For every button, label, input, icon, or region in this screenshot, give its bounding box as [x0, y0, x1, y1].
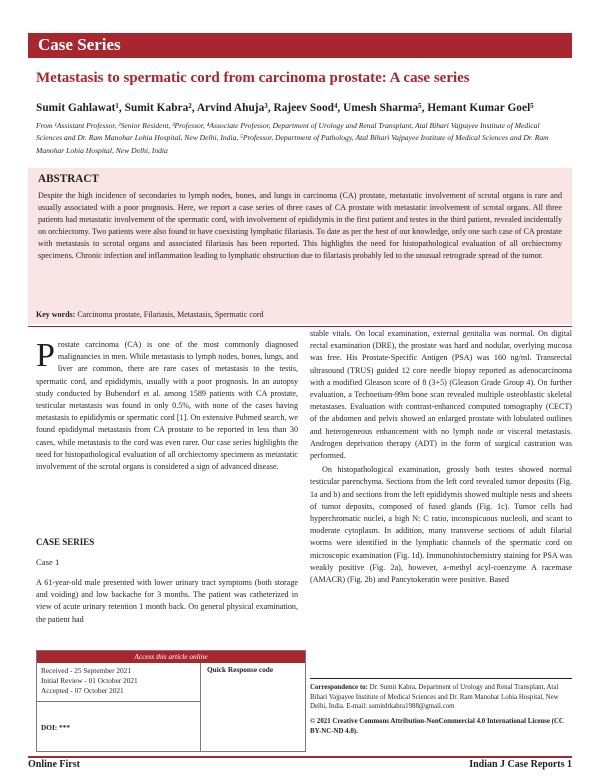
author-list: Sumit Gahlawat¹, Sumit Kabra², Arvind Ahuja³, Rajeev Sood⁴, Umesh Sharma⁵, Hemant Kumar Goel⁵ [36, 102, 534, 114]
footer-journal-page: Indian J Case Reports 1 [469, 759, 572, 770]
abstract-box [28, 168, 572, 324]
right-paragraph-1: stable vitals. On local examination, external genitalia was normal. On digital rectal examination (DRE), the prostate was hard and nodular, overlying mucosa was free. His Prostate-Specific Antigen (PSA) was 160 ng/ml. Transrectal ultrasound (TRUS) guided 12 core needle biopsy reported as adenocarcinoma with a modified Gleason score of 8 (3+5) (Gleason Grade Group 4). On further evaluation, a Technetium-99m bone scan revealed multiple osteoblastic skeletal metastases. Evaluation with contrast-enhanced computed tomography (CECT) of the abdomen and pelvis showed an enlarged prostate with lobulated outlines and heterogeneous enhancement with no lymph node or visceral metastasis. Androgen deprivation therapy (ADT) in the form of surgical castration was performed. [310, 329, 572, 461]
article-type-label: Case Series [38, 35, 121, 54]
article-type-banner [28, 33, 572, 58]
right-column [310, 328, 572, 586]
initial-review-date: Initial Review - 01 October 2021 [41, 676, 138, 685]
correspondence-divider [310, 678, 572, 679]
correspondence [310, 683, 572, 712]
footer-divider [28, 756, 572, 758]
access-heading: Access this article online [37, 651, 305, 663]
footer-online-first: Online First [28, 759, 80, 770]
abstract-text: Despite the high incidence of secondaries to lymph nodes, bones, and lungs in carcinoma (CA) prostate, metastatic involvement of scrotal organs is rare and usually associated with a poor prognosis. Here, we report a case series of three cases of CA prostate with metastatic involvement of scrotal organs. All three patients had metastatic involvement of the spermatic cord, with involvement of epididymis in the first patient and testes in the third patient, revealed incidentally on orchiectomy. Two patients were also found to have coexisting lymphatic filariasis. To date as per the best of our knowledge, only one such case of CA prostate with metastasis to scrotal organs and associated filariasis has been reported. This highlights the need for histopathological evaluation of all orchiectomy specimens. Chronic infection and inflammation leading to lymphatic obstruction due to filariasis probably led to the unusual retrograde spread of the tumor. [38, 191, 562, 261]
case-1-paragraph [36, 577, 298, 626]
correspondence-text: Dr. Sumit Kabra, Department of Urology and Renal Transplant, Atal Bihari Vajpayee Institute of Medical Sciences and Dr. Ram Manohar Lohia Hospital, New Delhi, India. E-mail: sumitdrkabra1988@gmail.com [310, 684, 559, 710]
article-title: Metastasis to spermatic cord from carcinoma prostate: A case series [36, 70, 470, 86]
received-date: Received - 25 September 2021 [41, 666, 131, 675]
case-1-heading: Case 1 [36, 557, 60, 567]
accepted-date: Accepted - 07 October 2021 [41, 686, 124, 695]
drop-cap: P [36, 337, 55, 374]
abstract-divider [28, 326, 572, 327]
abstract-heading: ABSTRACT [38, 173, 99, 185]
dates-divider [37, 701, 200, 702]
keywords [36, 310, 264, 319]
intro-paragraph: rostate carcinoma (CA) is one of the most commonly diagnosed malignancies in men. While metastasis to lymph nodes, bones, lungs, and liver are common, there are rare cases of metastasis to the testis, spermatic cord, and epididymis, usually with a poor prognosis. In an autopsy study conducted by Bubendorf et al. among 1589 patients with CA prostate, testicular metastasis was found in only 0.5%, with none of the cases having metastasis to epididymis or spermatic cord [1]. On extensive Pubmed search, we found epididymal metastasis from CA prostate to be reported in less than 30 cases, while metastasis to the cord was even rarer. Our case series highlights the need for histopathological evaluation of all orchiectomy specimens as metastatic involvement of the scrotal organs is considered a sign of advanced disease. [36, 340, 298, 472]
qr-code-label: Quick Response code [207, 665, 274, 674]
license-notice: © 2021 Creative Commons Attribution-NonCommercial 4.0 International License (CC BY-NC-ND 4.0). [310, 718, 564, 735]
article-dates [37, 663, 201, 751]
author-affiliations: From ¹Assistant Professor, ²Senior Resident, ³Professor, ⁴Associate Professor, Department of Urology and Renal Transplant, Atal Bihari Vajpayee Institute of Medical Sciences and Dr. Ram Manohar Lohia Hospital, New Delhi, India, ⁵Professor, Department of Pathology, Atal Bihari Vajpayee Institute of Medical Sciences and Dr. Ram Manohar Lohia Hospital, New Delhi, India [36, 121, 549, 155]
doi: DOI: *** [41, 723, 70, 732]
section-heading-case-series: CASE SERIES [36, 537, 95, 547]
keywords-text: Carcinoma prostate, Filariasis, Metastasis, Spermatic cord [77, 310, 264, 319]
correspondence-label: Correspondence to: [310, 684, 368, 691]
left-column [36, 339, 298, 473]
keywords-label: Key words: [36, 310, 76, 319]
case-1-text: A 61-year-old male presented with lower urinary tract symptoms (both storage and voiding) and low backache for 3 months. The patient was catheterized in view of acute urinary retention 1 month back. On general physical examination, the patient had [36, 578, 298, 624]
access-box [36, 650, 306, 752]
dates-list [41, 666, 138, 696]
right-paragraph-2: On histopathological examination, grossly both testes showed normal testicular parenchyma. Sections from the left cord revealed tumor deposits (Fig. 1a and b) and sections from the left epididymis showed multiple nests and sheets of tumor deposits, composed of fused glands (Fig. 1c). Tumor cells had hyperchromatic nuclei, a high N: C ratio, inconspicuous nucleoli, and scant to moderate cytoplasm. In addition, many transverse sections of adult filarial worms were identified in the lymphatic channels of the spermatic cord on microscopic examination (Fig. 1d). Immunohistochemistry staining for PSA was weakly positive (Fig. 2a), however, a-methyl acyl-coenzyme A racemase (AMACR) (Fig. 2b) and Pancytokeratin were positive. Based [310, 465, 572, 585]
